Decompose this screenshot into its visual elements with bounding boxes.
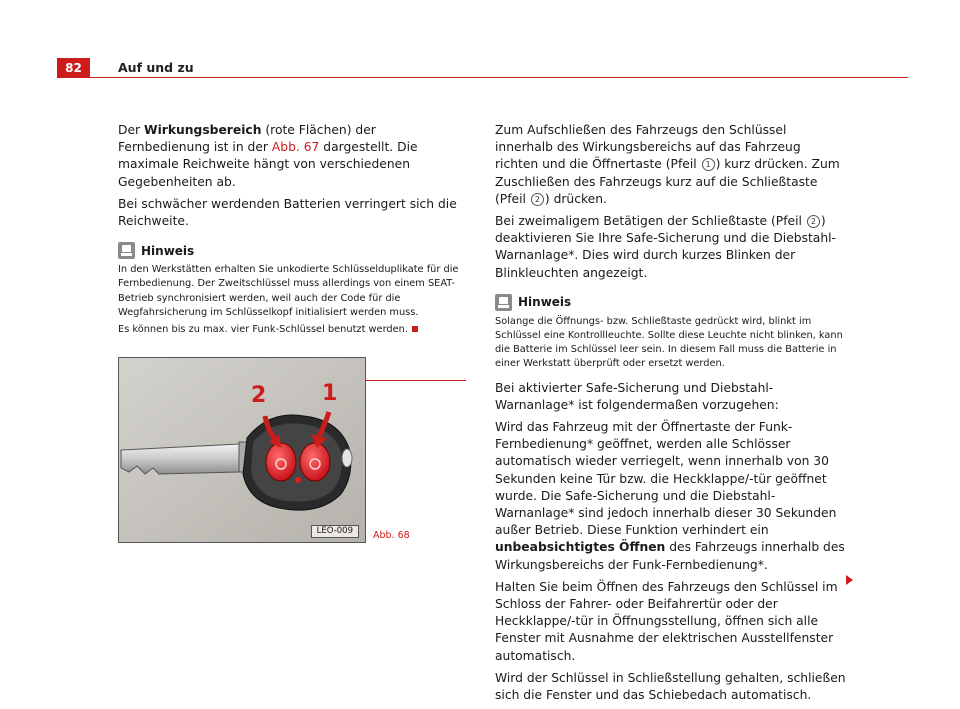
double-press-paragraph: Bei zweimaligem Betätigen der Schließtaste (Pfeil 2 ) deaktivieren Sie Ihre Safe-Sicherung und die Diebstahl-Warnanlage*. Dies wird durch kurzes Blinken der Blinkleuchten angezeigt. bbox=[495, 214, 836, 280]
range-term: Wirkungsbereich bbox=[144, 123, 262, 137]
left-column bbox=[118, 122, 470, 381]
note-heading bbox=[495, 294, 847, 311]
continue-arrow-icon bbox=[846, 575, 853, 585]
arrow-1-badge: 1 bbox=[702, 158, 715, 171]
note-text: In den Werkstätten erhalten Sie unkodierte Schlüsselduplikate für die Fernbedienung. Der Zweitschlüssel muss allerdings von einem SEAT-Betrieb synchronisiert werden, weil auch der Code für die Wegfahrsicherung im Schlüsselkopf initialisiert werden muss. bbox=[118, 264, 459, 318]
section-end-icon bbox=[412, 326, 418, 332]
note-title: Hinweis bbox=[141, 243, 195, 258]
emphasis-term: unbeabsichtigtes Öffnen bbox=[495, 540, 666, 555]
battery-paragraph: Bei schwächer werdenden Batterien verringert sich die Reichweite. bbox=[118, 196, 457, 229]
chapter-title: Auf und zu bbox=[118, 60, 194, 75]
note-icon bbox=[118, 242, 135, 259]
arrow-2-badge: 2 bbox=[807, 215, 820, 228]
key-illustration bbox=[119, 358, 365, 542]
relock-paragraph: Wird das Fahrzeug mit der Öffnertaste der Funk-Fernbedienung* geöffnet, werden alle Schlösser automatisch wieder verriegelt, wenn innerhalb von 30 Sekunden keine Tür bzw. die Heckklappe/-tür geöffnet wurde. Die Safe-Sicherung und die Diebstahl-Warnanlage* sind jedoch innerhalb dieser 30 Sekunden außer Betrieb. Diese Funktion verhindert ein unbeabsichtigtes Öffnen des Fahrzeugs innerhalb des Wirkungsbereichs der Funk-Fernbedienung*. bbox=[495, 420, 845, 572]
figure-link-abb67[interactable]: Abb. 67 bbox=[271, 140, 320, 155]
note-text: Es können bis zu max. vier Funk-Schlüssel benutzt werden. bbox=[118, 323, 470, 337]
note-icon bbox=[495, 294, 512, 311]
note-title: Hinweis bbox=[518, 295, 572, 310]
arrow-2-badge: 2 bbox=[531, 193, 544, 206]
unlock-paragraph: Zum Aufschließen des Fahrzeugs den Schlüssel innerhalb des Wirkungsbereichs auf das Fahrzeug richten und die Öffnertaste (Pfeil 1 ) kurz drücken. Zum Zuschließen des Fahrzeugs kurz auf die Schließtaste (Pfeil 2 ) drücken. bbox=[495, 123, 840, 206]
windows-close-paragraph: Wird der Schlüssel in Schließstellung gehalten, schließen sich die Fenster und das Schiebedach automatisch. bbox=[495, 670, 846, 703]
key-figure bbox=[118, 357, 366, 543]
page-number: 82 bbox=[57, 58, 90, 78]
header-rule bbox=[90, 77, 908, 78]
figure-caption: Abb. 68 bbox=[373, 530, 410, 541]
note-heading bbox=[118, 242, 470, 259]
right-column bbox=[495, 122, 847, 709]
arrow-label-2: 2 bbox=[251, 383, 267, 408]
arrow-label-1: 1 bbox=[322, 381, 338, 406]
windows-open-paragraph: Halten Sie beim Öffnen des Fahrzeugs den Schlüssel im Schloss der Fahrer- oder Beifahrertür oder der Heckklappe/-tür in Öffnungsstellung, öffnen sich alle Fenster mit Ausnahme der elektrischen Ausstellfenster automatisch. bbox=[495, 579, 838, 663]
procedure-intro: Bei aktivierter Safe-Sicherung und Diebstahl-Warnanlage* ist folgendermaßen vorzugehen: bbox=[495, 380, 779, 412]
range-paragraph: Der Wirkungsbereich (rote Flächen) der Fernbedienung ist in der Abb. 67 dargestellt. Die maximale Reichweite hängt von verschiedenen Gegebenheiten ab. bbox=[118, 123, 418, 189]
note-text: Solange die Öffnungs- bzw. Schließtaste gedrückt wird, blinkt im Schlüssel eine Kontrollleuchte. Sollte diese Leuchte nicht blinken, kann die Batterie im Schlüssel leer sein. In diesem Fall muss die Batterie in einer Werkstatt überprüft oder ersetzt werden. bbox=[495, 315, 843, 370]
figure-code: LEO-009 bbox=[311, 525, 359, 538]
